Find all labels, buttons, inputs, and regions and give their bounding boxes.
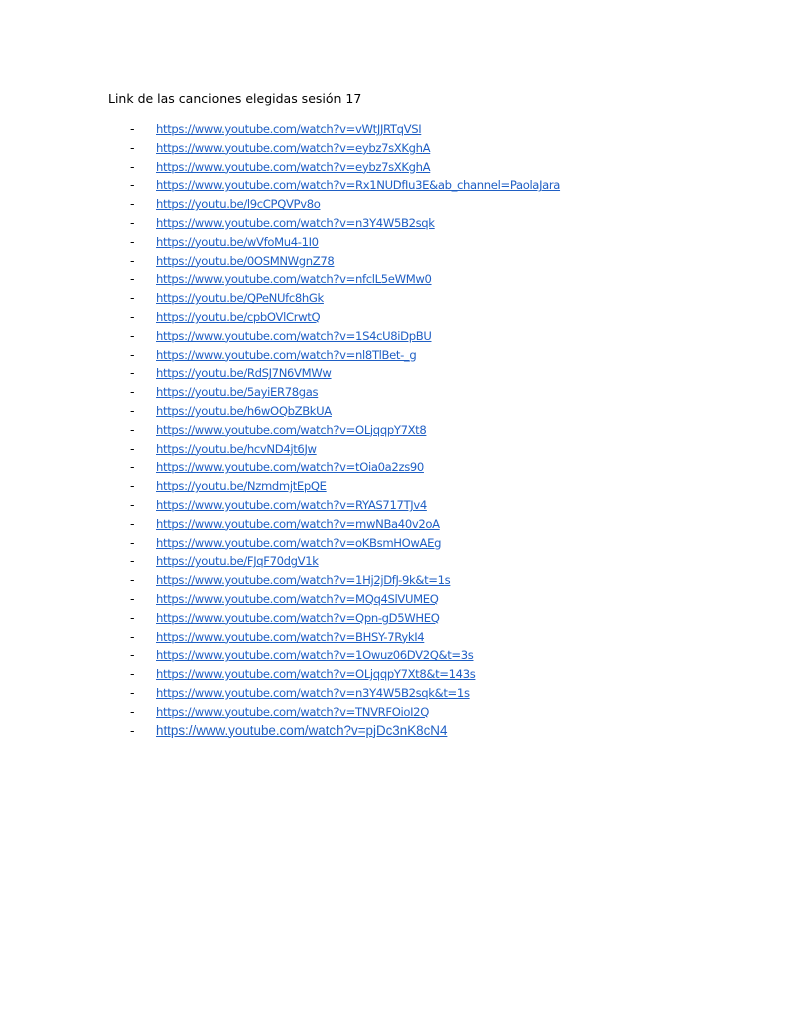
song-link[interactable]: https://youtu.be/FJqF70dgV1k [156, 554, 319, 569]
song-link[interactable]: https://www.youtube.com/watch?v=n3Y4W5B2sqk&t=1s [156, 685, 470, 700]
song-link[interactable]: https://youtu.be/hcvND4jt6Jw [156, 441, 317, 456]
list-bullet: - [130, 515, 135, 531]
song-link[interactable]: https://www.youtube.com/watch?v=pjDc3nK8cN4 [156, 722, 448, 738]
song-link[interactable]: https://www.youtube.com/watch?v=vWtJJRTqVSI [156, 122, 422, 136]
list-bullet: - [130, 214, 135, 230]
list-bullet: - [130, 609, 135, 625]
list-bullet: - [130, 402, 135, 418]
list-bullet: - [130, 496, 135, 512]
song-link[interactable]: https://www.youtube.com/watch?v=eybz7sXKghA [156, 140, 431, 155]
list-bullet: - [130, 271, 135, 287]
song-link[interactable]: https://www.youtube.com/watch?v=oKBsmHOwAEg [156, 535, 442, 550]
song-link[interactable]: https://www.youtube.com/watch?v=n3Y4W5B2sqk [156, 215, 435, 230]
song-link[interactable]: https://youtu.be/0OSMNWgnZ78 [156, 253, 335, 268]
song-link[interactable]: https://youtu.be/QPeNUfc8hGk [156, 291, 324, 306]
song-link[interactable]: https://www.youtube.com/watch?v=OLjqqpY7Xt8&t=143s [156, 667, 476, 682]
list-bullet: - [130, 121, 135, 136]
list-bullet: - [130, 233, 135, 249]
song-link[interactable]: https://www.youtube.com/watch?v=Qpn-gD5WHEQ [156, 610, 440, 625]
list-bullet: - [130, 139, 135, 155]
list-bullet: - [130, 534, 135, 550]
list-bullet: - [130, 421, 135, 437]
list-bullet: - [130, 647, 135, 663]
song-link[interactable]: https://youtu.be/5ayiER78gas [156, 385, 319, 400]
song-link[interactable]: https://www.youtube.com/watch?v=mwNBa40v2oA [156, 516, 440, 531]
list-bullet: - [130, 666, 135, 682]
list-bullet: - [130, 196, 135, 212]
list-bullet: - [130, 158, 135, 174]
list-bullet: - [130, 327, 135, 343]
song-link[interactable]: https://www.youtube.com/watch?v=1S4cU8iDpBU [156, 328, 432, 343]
song-link[interactable]: https://www.youtube.com/watch?v=tOia0a2zs90 [156, 460, 424, 475]
song-link[interactable]: https://youtu.be/l9cCPQVPv8o [156, 197, 321, 212]
song-link[interactable]: https://youtu.be/NzmdmjtEpQE [156, 479, 327, 494]
list-bullet: - [130, 308, 135, 324]
song-link[interactable]: https://www.youtube.com/watch?v=OLjqqpY7Xt8 [156, 422, 427, 437]
list-bullet: - [130, 553, 135, 569]
list-bullet: - [130, 346, 135, 362]
list-bullet: - [130, 628, 135, 644]
song-link[interactable]: https://youtu.be/cpbOVlCrwtQ [156, 309, 321, 324]
song-link[interactable]: https://www.youtube.com/watch?v=Rx1NUDfIu3E&ab_channel=PaolaJara [156, 178, 561, 193]
song-link[interactable]: https://www.youtube.com/watch?v=MQq4SlVUMEQ [156, 591, 439, 606]
list-bullet: - [130, 290, 135, 306]
page-heading: Link de las canciones elegidas sesión 17 [108, 91, 362, 106]
song-link[interactable]: https://www.youtube.com/watch?v=TNVRFOioI2Q [156, 704, 429, 719]
song-link[interactable]: https://www.youtube.com/watch?v=nfclL5eWMw0 [156, 272, 432, 287]
list-bullet: - [130, 590, 135, 606]
list-bullet: - [130, 703, 135, 719]
list-bullet: - [130, 572, 135, 588]
song-link[interactable]: https://www.youtube.com/watch?v=eybz7sXKghA [156, 159, 431, 174]
list-bullet: - [130, 459, 135, 475]
song-link[interactable]: https://youtu.be/h6wOQbZBkUA [156, 403, 332, 418]
list-bullet: - [130, 478, 135, 494]
song-link[interactable]: https://www.youtube.com/watch?v=1Hj2jDfJ-9k&t=1s [156, 573, 451, 588]
list-bullet: - [130, 722, 135, 738]
list-bullet: - [130, 440, 135, 456]
list-bullet: - [130, 684, 135, 700]
song-link[interactable]: https://youtu.be/RdSJ7N6VMWw [156, 366, 332, 381]
list-bullet: - [130, 252, 135, 268]
list-bullet: - [130, 365, 135, 381]
song-link[interactable]: https://www.youtube.com/watch?v=1Owuz06DV2Q&t=3s [156, 648, 474, 663]
song-link[interactable]: https://www.youtube.com/watch?v=nl8TlBet-_g [156, 347, 417, 362]
song-link[interactable]: https://www.youtube.com/watch?v=BHSY-7RykI4 [156, 629, 425, 644]
list-bullet: - [130, 384, 135, 400]
list-bullet: - [130, 177, 135, 193]
song-link[interactable]: https://www.youtube.com/watch?v=RYAS717TJv4 [156, 497, 427, 512]
song-link[interactable]: https://youtu.be/wVfoMu4-1I0 [156, 234, 319, 249]
